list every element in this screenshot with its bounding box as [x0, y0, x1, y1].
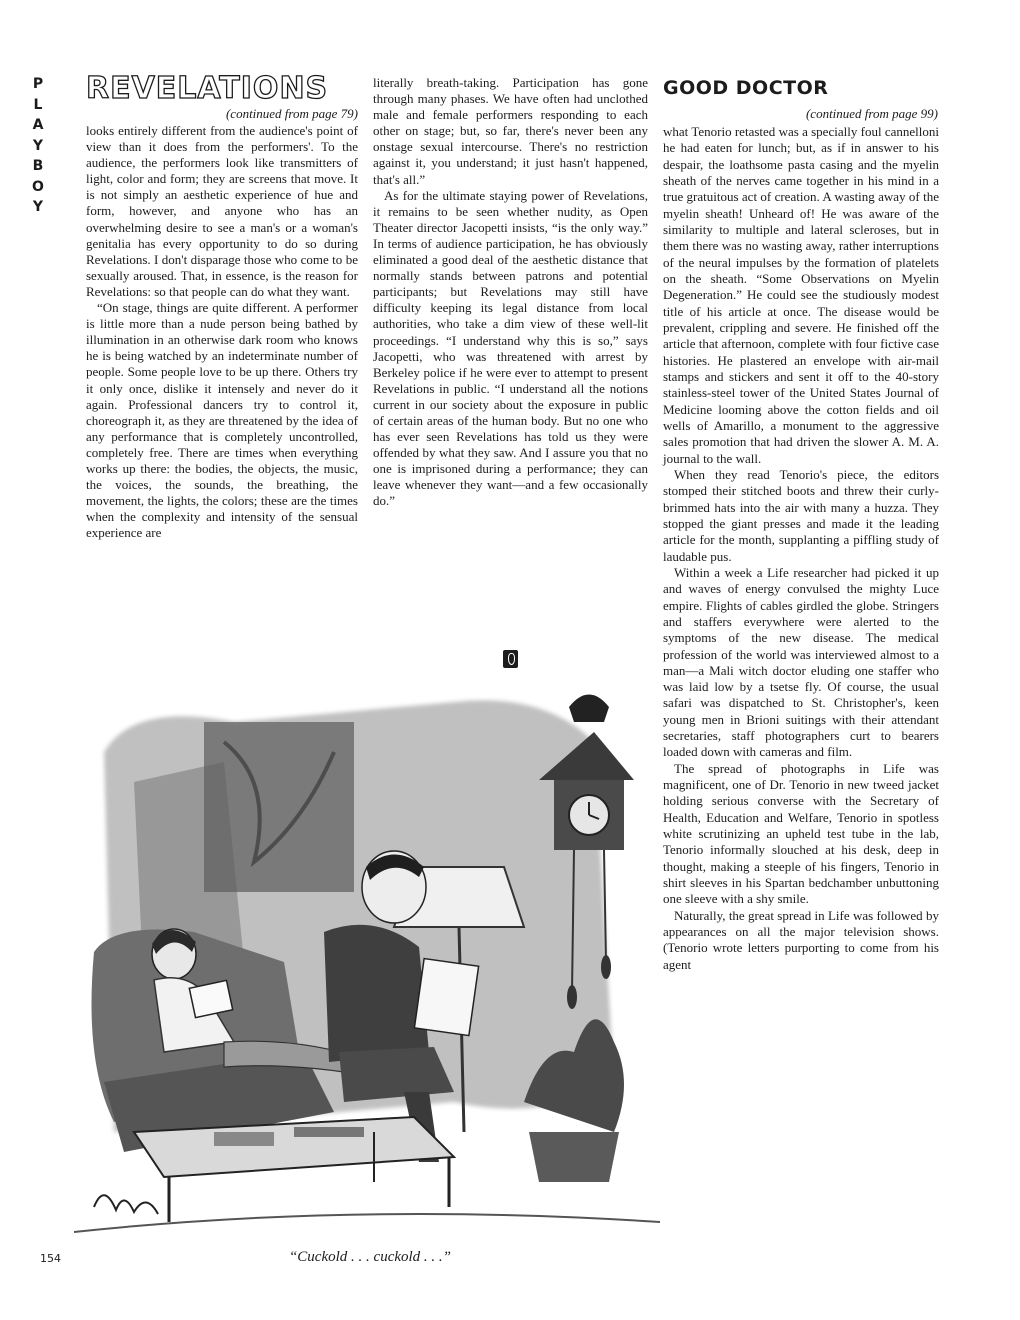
paragraph: literally breath-taking. Participation has gone through many phases. We have often had unclothed male and female performers responding to each other on stage; but, so far, there's never been any onstage sexual intercourse. There's no restriction against it, you understand; it just hasn't happened, that's all.” [373, 75, 648, 187]
magazine-letter: L [33, 96, 43, 113]
paragraph: looks entirely different from the audience's point of view than it does from the performers'. To the audience, the performers look like transmitters of light, color and form; they are screens that move. It is not simply an aesthetic experience of hue and form, however, and anyone who has an overwhelming desire to see a man's or a woman's genitalia has every opportunity to do so during Revelations. I don't disparage those who come to be sexually aroused. That, in essence, is the reason for Revelations: so that people can do what they want. [86, 123, 358, 299]
paragraph: When they read Tenorio's piece, the editors stomped their stitched boots and threw their curly-brimmed hats into the air with many a huzza. They stopped the giant presses and made it the leading article for the month, supplanting a piffling study of laudable pus. [663, 466, 939, 564]
paragraph: “On stage, things are quite different. A performer is little more than a nude person being bathed by illumination in an otherwise dark room who knows he is being watched by an indeterminate number of people. Some people love to be up there. Others try it only once, dislike it intensely and never do it again. Professional dancers try to control it, choreograph it, as they are threatened by the idea of any performance that is completely uncontrolled, completely free. There are times when everything works up there: the bodies, the objects, the music, the voices, the sounds, the breathing, the movement, the lights, the colors; these are the times when the complexity and intensity of the sensual experience are [86, 300, 358, 541]
magazine-letter: B [32, 158, 44, 174]
paragraph: Within a week a Life researcher had picked it up and waves of energy convulsed the mighty Luce empire. Flights of cables girdled the globe. Stringers and staffers everywhere were alerted to the symptoms of the new disease. The medical profession of the world was interviewed almost to a man—a Mali witch doctor eluding one staffer who was laid low by a tsetse fly. Of course, the usual safari was dispatched to St. Christopher's, keen young men in Brioni suitings with their attendant secretaries, staff photographers curt to bearers loaded down with cameras and film. [663, 564, 939, 760]
cartoon-illustration [74, 662, 660, 1244]
good-doctor-continued-note: (continued from page 99) [805, 106, 938, 121]
revelations-column-1 [86, 123, 358, 541]
cartoon-caption: “Cuckold . . . cuckold . . .” [288, 1249, 452, 1265]
revelations-continued-note: (continued from page 79) [225, 106, 358, 121]
wall-painting [204, 722, 354, 892]
paragraph: The spread of photographs in Life was magnificent, one of Dr. Tenorio in new tweed jacket holding serious converse with the Secretary of Health, Education and Welfare, Tenorio in spotless white scrutinizing an upheld test tube in the lab, Tenorio informally slouched at his desk, deep in thought, making a steeple of his fingers, Tenorio in shirt sleeves in his Spartan bedchamber unbuttoning one sleeve with a shy smile. [663, 760, 939, 907]
magazine-letter: Y [32, 199, 44, 215]
coffee-table [134, 1117, 454, 1222]
paragraph: Naturally, the great spread in Life was followed by appearances on all the major television shows. (Tenorio wrote letters purporting to come from his agent [663, 907, 939, 972]
paragraph: As for the ultimate staying power of Revelations, it remains to be seen whether nudity, as Open Theater director Jacopetti insists, “is the only way.” In terms of audience participation, he has obviously eliminated a good deal of the aesthetic distance that normally stands between patrons and potential participants; but Revelations may still have difficulty keeping its legal distance from local authorities, who take a dim view of these well-lit proceedings. “I understand why this is so,” says Jacopetti, who was threatened with arrest by Berkeley police if he were ever to attempt to present Revelations in public. “I understand all the notions current in our society about the exposure in public of certain areas of the human body. But no one who has ever seen Revelations has told us they were offended by what they saw. And I assure you that no one is imprisoned during a performance; they can leave whenever they want—and a few occasionally do.” [373, 187, 648, 509]
magazine-letter: A [32, 117, 44, 133]
revelations-title: REVELATIONS [86, 71, 329, 106]
page-number: 154 [40, 1252, 61, 1265]
magazine-letter: P [32, 76, 44, 92]
magazine-name-vertical [26, 74, 50, 218]
artist-signature [94, 1195, 158, 1214]
revelations-column-2 [373, 75, 648, 510]
good-doctor-column [663, 124, 939, 973]
magazine-letter: O [32, 178, 44, 195]
paragraph: what Tenorio retasted was a specially foul cannelloni he had eaten for lunch; but, as if in answer to his despair, the loathsome pasta casing and the myelin sheath of the nerves came together in his mind in a true gratuitous act of creation. A wasting away of the myelin sheath! Unheard of! He was aware of the similarity to multiple and lateral scleroses, but in them there was no wasting away, rather interruptions of the neural impulses by the formation of platelets on the sheath. “Some Observations on Myelin Degeneration.” He could see the studiously modest title of his article at once. The disease would be prevalent, crippling and severe. He finished off the article that afternoon, complete with four fictive case histories. He plastered an envelope with air-mail stamps and stickers and sent it off to the 40-story stainless-steel tower of the United States Journal of Medicine looming above the cotton fields and oil wells of Amarillo, a monument to the aggressive sales promotion that had driven the slower A. M. A. journal to the wall. [663, 124, 939, 466]
magazine-letter: Y [32, 137, 44, 154]
good-doctor-title: GOOD DOCTOR [663, 77, 829, 99]
